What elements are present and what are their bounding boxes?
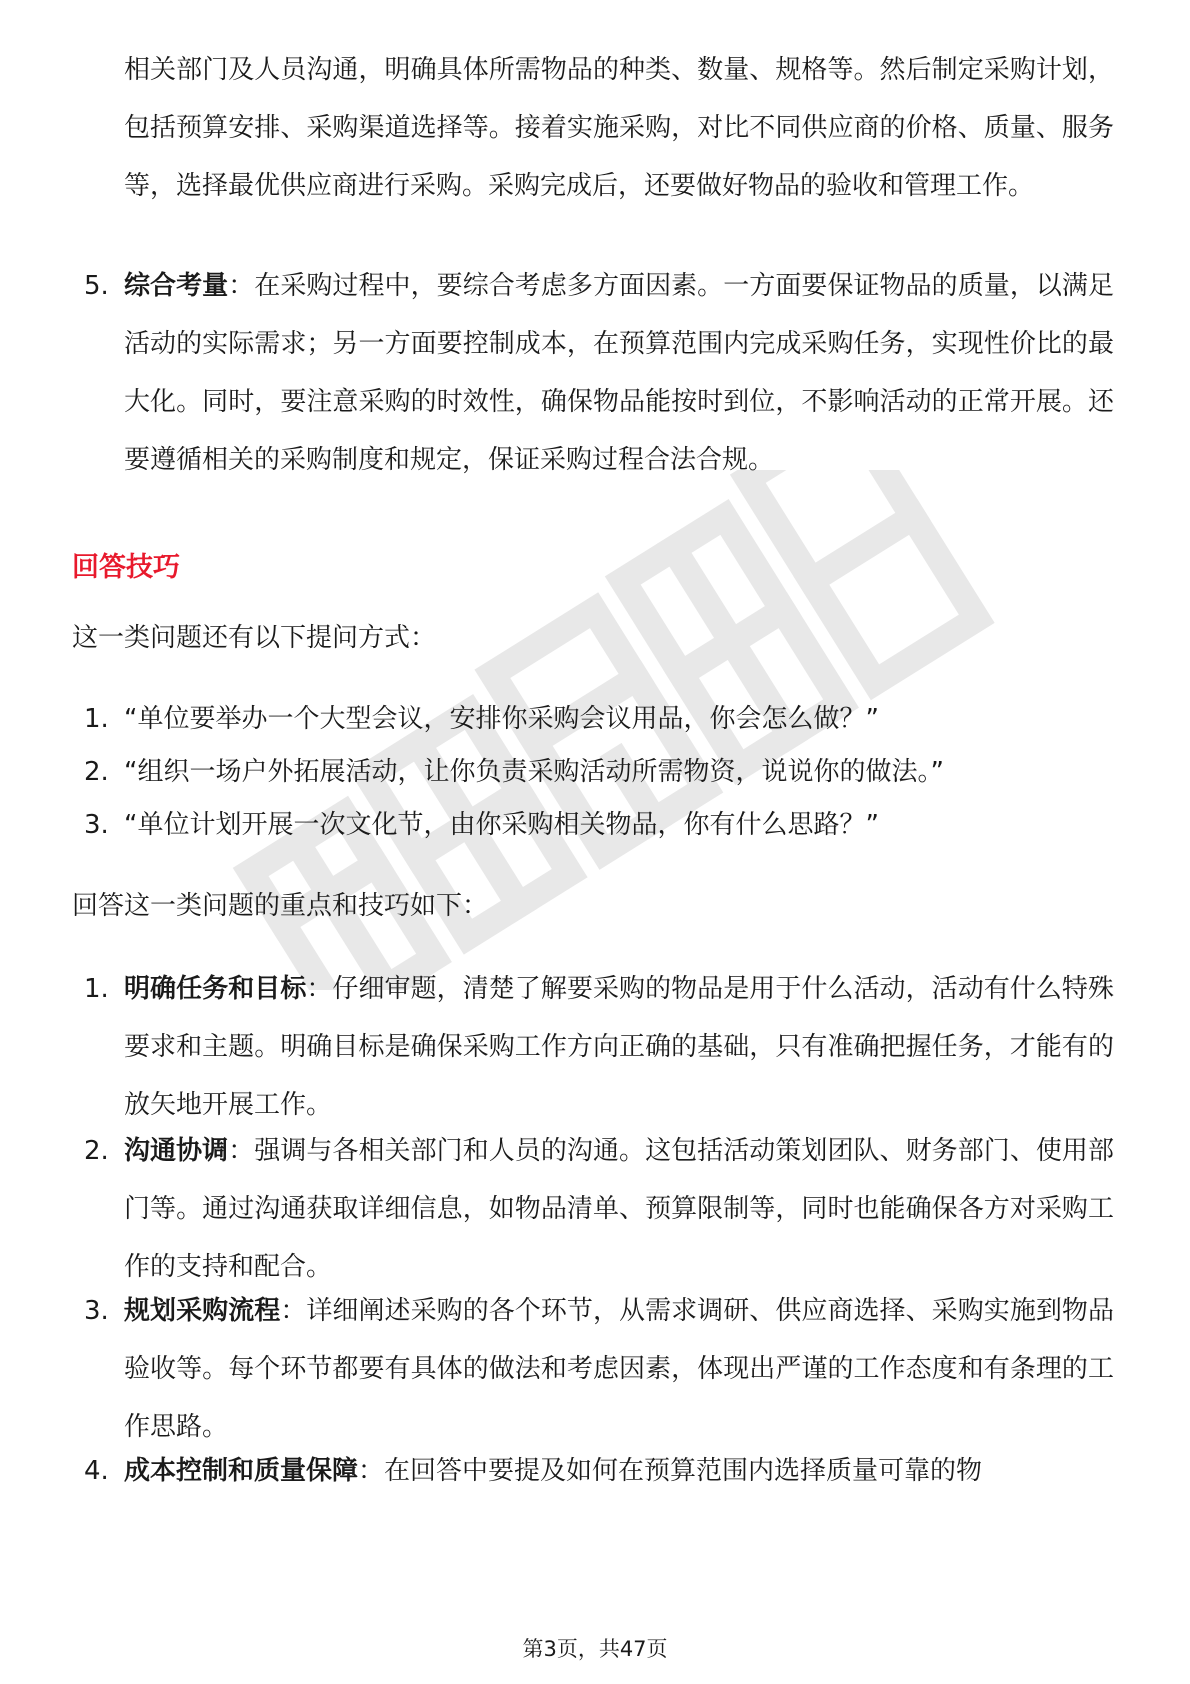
question-text: “单位计划开展一次文化节，由你采购相关物品，你有什么思路？”: [124, 810, 879, 840]
tip-text: [124, 960, 1114, 1134]
list-number: 2.: [84, 757, 109, 787]
questions-intro: 这一类问题还有以下提问方式：: [72, 623, 437, 653]
tip-title: 成本控制和质量保障: [124, 1456, 359, 1486]
list-number: 3.: [84, 1296, 109, 1326]
list-number: 1.: [84, 704, 109, 734]
list-number: 4.: [84, 1456, 109, 1486]
tip-text: [124, 1442, 1114, 1500]
tip-body: ：详细阐述采购的各个环节，从需求调研、供应商选择、采购实施到物品验收等。每个环节都要有具体的做法和考虑因素，体现出严谨的工作态度和有条理的工作思路。: [124, 1296, 1114, 1442]
question-text: “单位要举办一个大型会议，安排你采购会议用品，你会怎么做？”: [124, 704, 879, 734]
list-item-text: [124, 257, 1114, 489]
tip-title: 明确任务和目标: [124, 974, 307, 1004]
page-number: 第3页，共47页: [522, 1637, 668, 1661]
tip-title: 规划采购流程: [124, 1296, 281, 1326]
continued-paragraph: [124, 41, 1114, 215]
list-number: 2.: [84, 1136, 109, 1166]
list-number: 3.: [84, 810, 109, 840]
list-number: 1.: [84, 974, 109, 1004]
section-heading: 回答技巧: [72, 552, 180, 583]
tip-body: ：在回答中要提及如何在预算范围内选择质量可靠的物: [358, 1456, 983, 1486]
tip-title: 沟通协调: [124, 1136, 229, 1166]
list-number: 5.: [84, 271, 109, 301]
tip-text: [124, 1282, 1114, 1456]
list-item-title: 综合考量: [124, 271, 229, 301]
tip-body: ：仔细审题，清楚了解要采购的物品是用于什么活动，活动有什么特殊要求和主题。明确目标是确保采购工作方向正确的基础，只有准确把握任务，才能有的放矢地开展工作。: [124, 974, 1114, 1120]
tip-text: [124, 1122, 1114, 1296]
list-item-body: ：在采购过程中，要综合考虑多方面因素。一方面要保证物品的质量，以满足活动的实际需求；另一方面要控制成本，在预算范围内完成采购任务，实现性价比的最大化。同时，要注意采购的时效性，确保物品能按时到位，不影响活动的正常开展。还要遵循相关的采购制度和规定，保证采购过程合法合规。: [124, 271, 1114, 475]
tip-body: ：强调与各相关部门和人员的沟通。这包括活动策划团队、财务部门、使用部门等。通过沟通获取详细信息，如物品清单、预算限制等，同时也能确保各方对采购工作的支持和配合。: [124, 1136, 1114, 1282]
continued-paragraph-text: 相关部门及人员沟通，明确具体所需物品的种类、数量、规格等。然后制定采购计划，包括预算安排、采购渠道选择等。接着实施采购，对比不同供应商的价格、质量、服务等，选择最优供应商进行采购。采购完成后，还要做好物品的验收和管理工作。: [124, 55, 1114, 201]
question-text: “组织一场户外拓展活动，让你负责采购活动所需物资，说说你的做法。”: [124, 757, 944, 787]
tips-intro: 回答这一类问题的重点和技巧如下：: [72, 891, 489, 921]
